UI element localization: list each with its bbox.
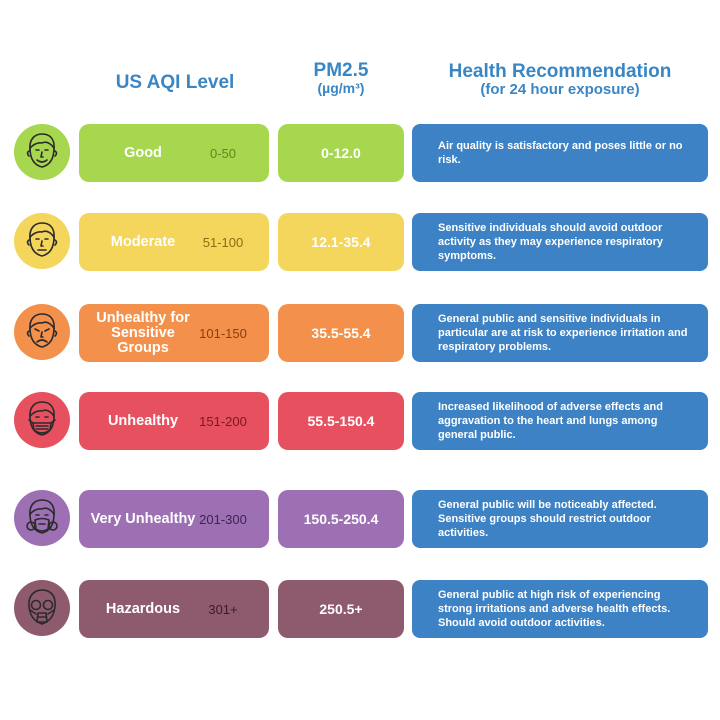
aqi-level-name: Very Unhealthy — [90, 510, 196, 527]
respirator-face-icon — [14, 490, 70, 546]
aqi-level-name: Unhealthy for Sensitive Groups — [96, 309, 190, 356]
aqi-range: 101-150 — [199, 325, 247, 341]
aqi-level-box — [79, 124, 269, 182]
aqi-level-box — [79, 304, 269, 362]
aqi-range: 51-100 — [202, 234, 244, 250]
aqi-level-box — [79, 490, 269, 548]
aqi-row-very-unhealthy — [0, 490, 720, 548]
pm25-range: 55.5-150.4 — [278, 392, 404, 450]
mask-face-icon — [14, 392, 70, 448]
pm25-range: 12.1-35.4 — [278, 213, 404, 271]
neutral-face-icon — [14, 213, 70, 269]
aqi-level-box — [79, 580, 269, 638]
aqi-level-name: Hazardous — [105, 600, 181, 617]
aqi-level-box — [79, 213, 269, 271]
pm25-range: 0-12.0 — [278, 124, 404, 182]
aqi-level-header: US AQI Level — [115, 72, 235, 93]
pm25-range: 35.5-55.4 — [278, 304, 404, 362]
happy-face-icon — [14, 124, 70, 180]
aqi-level-name: Good — [124, 144, 162, 161]
pm25-header-unit: (µg/m³) — [317, 80, 365, 96]
health-recommendation: Air quality is satisfactory and poses little or no risk. — [412, 124, 708, 182]
aqi-row-hazardous — [0, 580, 720, 638]
aqi-range: 0-50 — [209, 145, 237, 161]
health-recommendation: General public and sensitive individuals in particular are at risk to experience irritation and respiratory problems. — [412, 304, 708, 362]
health-header-title: Health Recommendation — [448, 61, 672, 82]
gas-mask-face-icon — [14, 580, 70, 636]
pm25-header — [278, 61, 404, 96]
pm25-range: 250.5+ — [278, 580, 404, 638]
health-recommendation: General public at high risk of experiencing strong irritations and adverse health effects. Should avoid outdoor activities. — [412, 580, 708, 638]
pm25-header-title: PM2.5 — [313, 60, 369, 81]
aqi-level-box — [79, 392, 269, 450]
aqi-row-good — [0, 124, 720, 182]
aqi-level-name: Moderate — [110, 233, 176, 250]
aqi-row-unhealthy-sensitive — [0, 304, 720, 362]
health-recommendation: General public will be noticeably affected. Sensitive groups should restrict outdoor activities. — [412, 490, 708, 548]
health-recommendation: Increased likelihood of adverse effects and aggravation to the heart and lungs among general public. — [412, 392, 708, 450]
aqi-row-unhealthy — [0, 392, 720, 450]
aqi-range: 301+ — [208, 601, 238, 617]
health-recommendation-header — [412, 62, 708, 99]
aqi-range: 151-200 — [199, 413, 247, 429]
aqi-level-name: Unhealthy — [107, 412, 179, 429]
aqi-range: 201-300 — [199, 511, 247, 527]
health-recommendation: Sensitive individuals should avoid outdoor activity as they may experience respiratory symptoms. — [412, 213, 708, 271]
health-header-subtitle: (for 24 hour exposure) — [480, 81, 640, 98]
sick-face-icon — [14, 304, 70, 360]
pm25-range: 150.5-250.4 — [278, 490, 404, 548]
aqi-row-moderate — [0, 213, 720, 271]
